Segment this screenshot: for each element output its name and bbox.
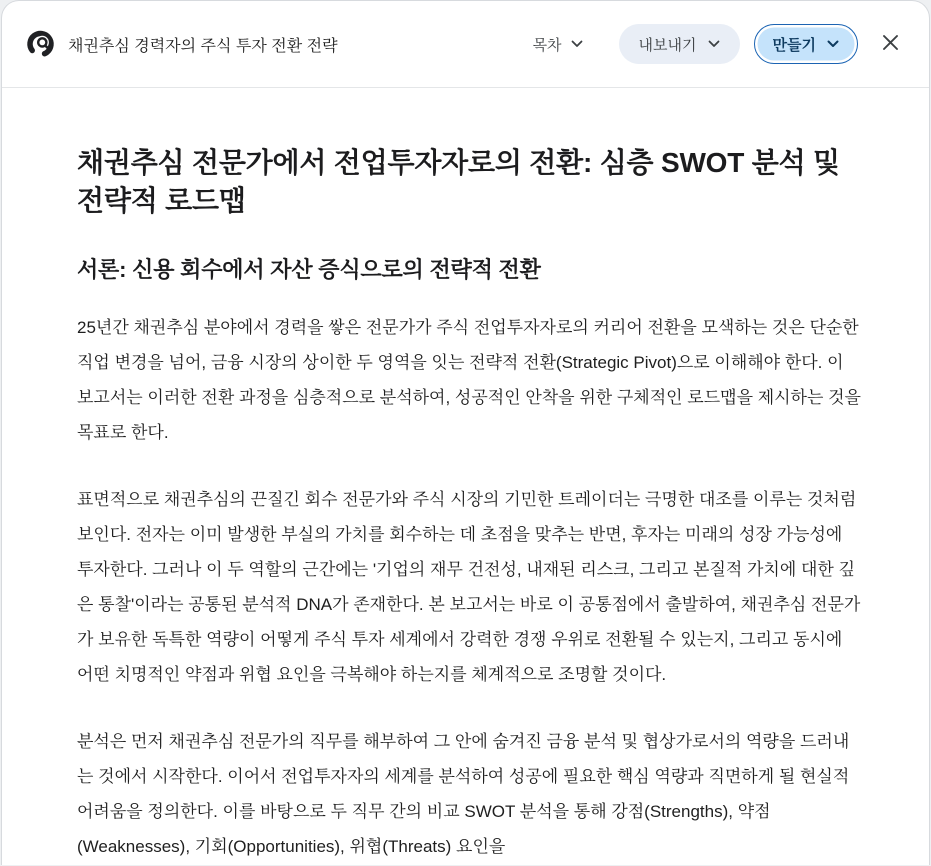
chevron-down-icon [708, 40, 720, 48]
header-actions [523, 24, 905, 64]
create-button[interactable] [754, 24, 858, 64]
toc-button-label: 목차 [532, 36, 562, 54]
report-panel [1, 0, 930, 865]
report-title: 채권추심 전문가에서 전업투자자로의 전환: 심층 SWOT 분석 및 전략적 로드맵 [77, 147, 840, 216]
export-button-label: 내보내기 [638, 36, 697, 54]
toc-button[interactable] [523, 26, 593, 63]
export-button[interactable] [619, 24, 740, 64]
report-content [2, 88, 929, 864]
section-heading-intro: 서론: 신용 회수에서 자산 증식으로의 전략적 전환 [77, 257, 541, 282]
chevron-down-icon [571, 40, 583, 48]
close-button[interactable] [876, 28, 905, 60]
document-title: 채권추심 경력자의 주식 투자 전환 전략 [68, 37, 338, 55]
intro-paragraph-2: 표면적으로 채권추심의 끈질긴 회수 전문가와 주식 시장의 기민한 트레이더는 극명한 대조를 이루는 것처럼 보인다. 전자는 이미 발생한 부실의 가치를 회수하는 데 초점을 맞추는 반면, 후자는 미래의 성장 가능성에 투자한다. 그러나 이 두 역할의 근간에는 '기업의 재무 건전성, 내재된 리스크, 그리고 본질적 가치에 대한 깊은 통찰'이라는 공통된 분석적 DNA가 존재한다. 본 보고서는 바로 이 공통점에서 출발하여, 채권추심 전문가가 보유한 독특한 역량이 어떻게 주식 투자 세계에서 강력한 경쟁 우위로 전환될 수 있는지, 그리고 동시에 어떤 치명적인 약점과 위협 요인을 극복해야 하는지를 체계적으로 조명할 것이다. [77, 490, 861, 684]
header-left-group [26, 29, 338, 59]
chevron-down-icon [827, 40, 839, 48]
report-header [2, 1, 929, 88]
intro-paragraph-3: 분석은 먼저 채권추심 전문가의 직무를 해부하여 그 안에 숨겨진 금융 분석 및 협상가로서의 역량을 드러내는 것에서 시작한다. 이어서 전업투자자의 세계를 분석하여 성공에 필요한 핵심 역량과 직면하게 될 현실적 어려움을 정의한다. 이를 바탕으로 두 직무 간의 비교 SWOT 분석을 통해 강점(Strengths), 약점(Weaknesses), 기회(Opportunities), 위협(Threats) 요인을 [77, 732, 850, 856]
close-icon [882, 34, 899, 54]
intro-paragraph-1: 25년간 채권추심 분야에서 경력을 쌓은 전문가가 주식 전업투자자로의 커리어 전환을 모색하는 것은 단순한 직업 변경을 넘어, 금융 시장의 상이한 두 영역을 잇는 전략적 전환(Strategic Pivot)으로 이해해야 한다. 이 보고서는 이러한 전환 과정을 심층적으로 분석하여, 성공적인 안착을 위한 구체적인 로드맵을 제시하는 것을 목표로 한다. [77, 318, 861, 442]
create-button-label: 만들기 [772, 36, 816, 54]
deep-research-magnifier-icon [26, 29, 56, 59]
